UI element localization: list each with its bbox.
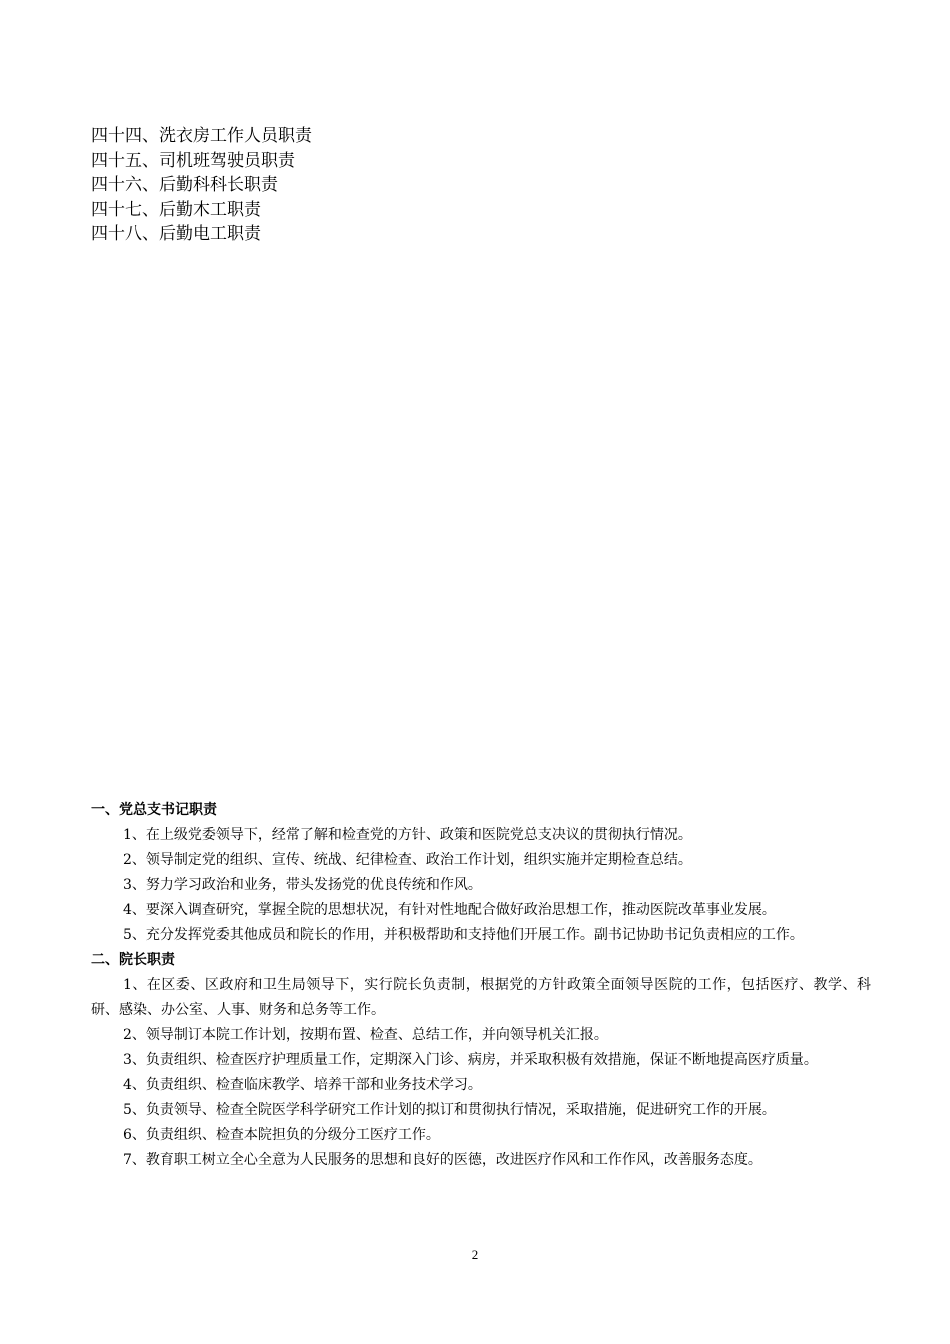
paragraph: 5、充分发挥党委其他成员和院长的作用，并积极帮助和支持他们开展工作。副书记协助书记负责相应的工作。 [123, 927, 804, 943]
section-heading: 一、党总支书记职责 [91, 802, 217, 818]
paragraph: 4、要深入调查研究，掌握全院的思想状况，有针对性地配合做好政治思想工作，推动医院改革事业发展。 [123, 902, 776, 918]
table-of-contents [91, 124, 791, 247]
toc-item: 四十五、司机班驾驶员职责 [91, 150, 295, 171]
toc-item: 四十六、后勤科科长职责 [91, 175, 278, 195]
paragraph: 6、负责组织、检查本院担负的分级分工医疗工作。 [123, 1127, 440, 1143]
paragraph: 1、在区委、区政府和卫生局领导下，实行院长负责制，根据党的方针政策全面领导医院的工作，包括医疗、教学、科研、感染、办公室、人事、财务和总务等工作。 [91, 977, 871, 1018]
document-body [91, 798, 871, 1173]
paragraph: 3、负责组织、检查医疗护理质量工作，定期深入门诊、病房，并采取积极有效措施，保证不断地提高医疗质量。 [123, 1052, 818, 1068]
paragraph: 2、领导制订本院工作计划，按期布置、检查、总结工作，并向领导机关汇报。 [123, 1027, 608, 1043]
toc-item: 四十四、洗衣房工作人员职责 [91, 126, 312, 146]
paragraph: 3、努力学习政治和业务，带头发扬党的优良传统和作风。 [123, 877, 482, 893]
paragraph: 7、教育职工树立全心全意为人民服务的思想和良好的医德，改进医疗作风和工作作风，改善服务态度。 [123, 1152, 762, 1168]
paragraph: 1、在上级党委领导下，经常了解和检查党的方针、政策和医院党总支决议的贯彻执行情况。 [123, 827, 692, 843]
paragraph: 5、负责领导、检查全院医学科学研究工作计划的拟订和贯彻执行情况，采取措施，促进研究工作的开展。 [123, 1102, 776, 1118]
paragraph: 2、领导制定党的组织、宣传、统战、纪律检查、政治工作计划，组织实施并定期检查总结。 [123, 852, 692, 868]
page-number: 2 [471, 1247, 479, 1262]
section-heading: 二、院长职责 [91, 952, 175, 968]
paragraph: 4、负责组织、检查临床教学、培养干部和业务技术学习。 [123, 1077, 482, 1093]
toc-item: 四十七、后勤木工职责 [91, 199, 261, 220]
toc-item: 四十八、后勤电工职责 [91, 224, 261, 244]
